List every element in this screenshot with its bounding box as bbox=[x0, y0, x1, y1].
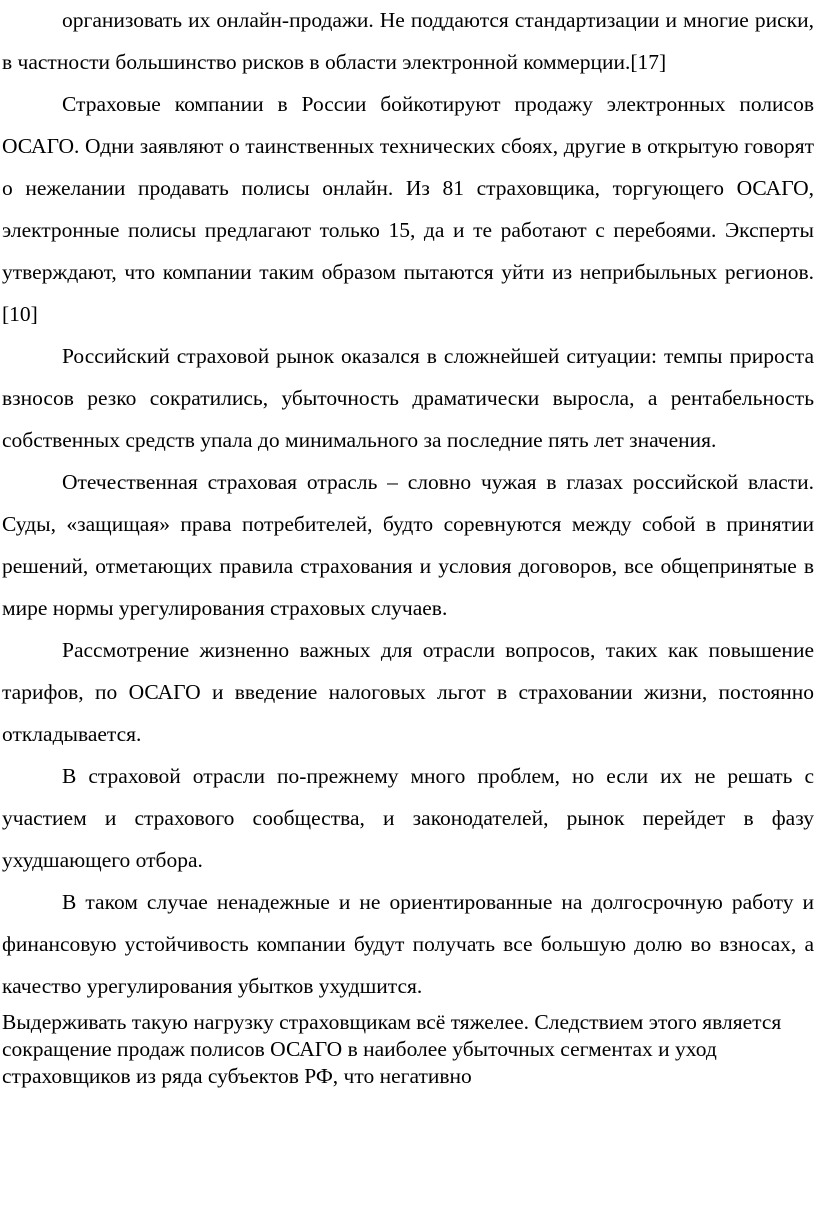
paragraph-market-situation: Российский страховой рынок оказался в сложнейшей ситуации: темпы прироста взносов резко сократились, убыточность драматически выросла, а рентабельность собственных средств упала до минимального за последние пять лет значения. bbox=[2, 344, 814, 452]
paragraph-tariffs: Рассмотрение жизненно важных для отрасли вопросов, таких как повышение тарифов, по ОСАГО и введение налоговых льгот в страховании жизни, постоянно откладывается. bbox=[2, 638, 814, 746]
paragraph-problems: В страховой отрасли по-прежнему много проблем, но если их не решать с участием и страхового сообщества, и законодателей, рынок перейдет в фазу ухудшающего отбора. bbox=[2, 764, 814, 872]
paragraph-continuation: организовать их онлайн-продажи. Не поддаются стандартизации и многие риски, в частности большинство рисков в области электронной коммерции.[17] bbox=[2, 8, 814, 74]
paragraph-tail: Выдерживать такую нагрузку страховщикам всё тяжелее. Следствием этого является сокращение продаж полисов ОСАГО в наиболее убыточных сегментах и уход страховщиков из ряда субъектов РФ, что негативно bbox=[2, 1010, 782, 1088]
paragraph-osago-boycott: Страховые компании в России бойкотируют продажу электронных полисов ОСАГО. Одни заявляют о таинственных технических сбоях, другие в открытую говорят о нежелании продавать полисы онлайн. Из 81 страховщика, торгующего ОСАГО, электронные полисы предлагают только 15, да и те работают с перебоями. Эксперты утверждают, что компании таким образом пытаются уйти из неприбыльных регионов.[10] bbox=[2, 92, 814, 326]
paragraph-industry-government: Отечественная страховая отрасль – словно чужая в глазах российской власти. Суды, «защищая» права потребителей, будто соревнуются между собой в принятии решений, отметающих правила страхования и условия договоров, все общепринятые в мире нормы урегулирования страховых случаев. bbox=[2, 470, 814, 620]
document-body bbox=[2, 0, 814, 1090]
paragraph-consequences: В таком случае ненадежные и не ориентированные на долгосрочную работу и финансовую устойчивость компании будут получать все большую долю во взносах, а качество урегулирования убытков ухудшится. bbox=[2, 890, 814, 998]
